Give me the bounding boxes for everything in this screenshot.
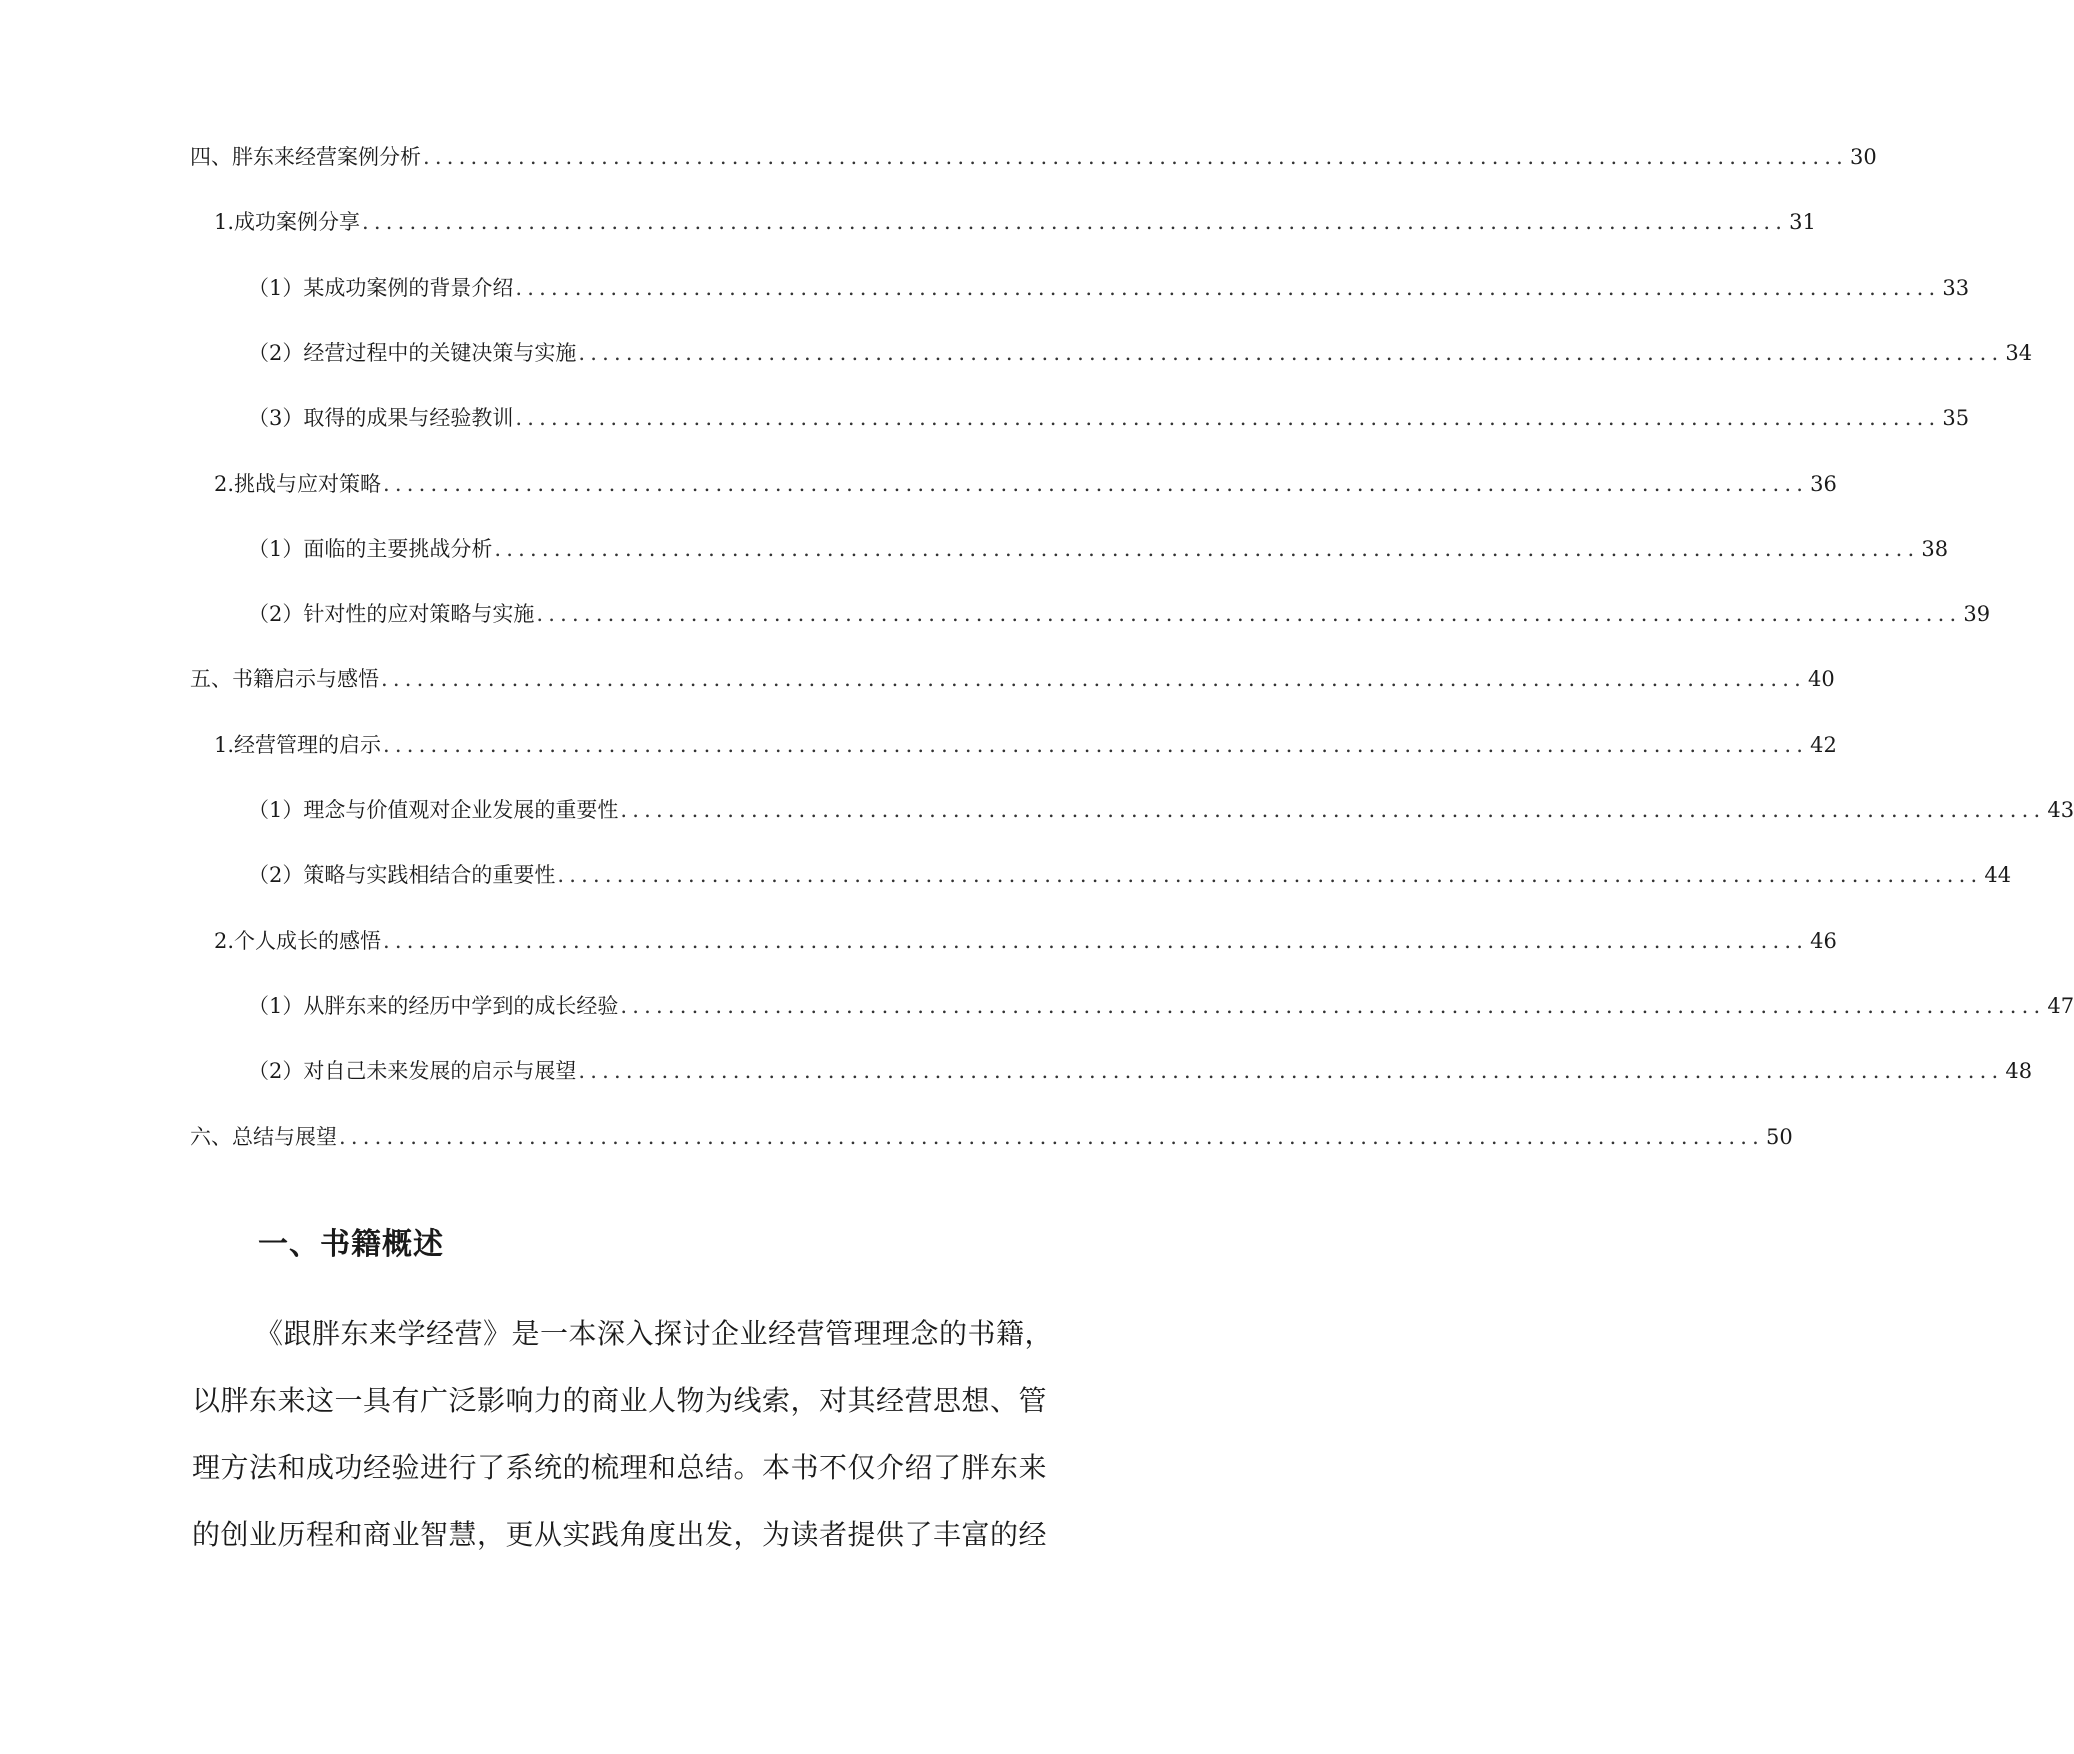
toc-entry-number: 1. (214, 732, 235, 757)
toc-entry-title: 成功案例分享 (234, 210, 361, 235)
toc-entry-number: 2. (214, 471, 235, 496)
toc-entry-page-number: 38 (1921, 536, 1949, 561)
toc-entry-page-number: 42 (1810, 732, 1837, 757)
toc-entry[interactable] (248, 793, 2074, 827)
toc-entry[interactable] (214, 924, 1837, 958)
paragraph-line: 理方法和成功经验进行了系统的梳理和总结。本书不仅介绍了胖东来 (192, 1451, 1048, 1484)
toc-entry[interactable] (248, 401, 1970, 435)
toc-entry-title: 个人成长的感悟 (234, 928, 382, 953)
toc-dot-leader: ........................................................................................................................ (362, 210, 1788, 235)
toc-entry-page-number: 44 (1984, 863, 2012, 888)
toc-entry-page-number: 36 (1810, 471, 1837, 496)
toc-dot-leader: ........................................................................................................................ (557, 863, 1983, 888)
toc-entry-page-number: 46 (1810, 928, 1837, 953)
toc-entry[interactable] (214, 205, 1816, 239)
toc-entry-number: 2. (214, 928, 235, 953)
toc-dot-leader: ........................................................................................................................ (383, 471, 1809, 496)
toc-dot-leader: ........................................................................................................................ (381, 667, 1807, 692)
toc-dot-leader: ........................................................................................................................ (383, 928, 1809, 953)
toc-dot-leader: ........................................................................................................................ (515, 406, 1941, 431)
toc-entry-title: （2）经营过程中的关键决策与实施 (248, 340, 577, 365)
toc-entry-number: 1. (214, 210, 235, 235)
toc-entry[interactable] (190, 140, 1877, 174)
section-body-paragraph (192, 1300, 1068, 1568)
toc-entry[interactable] (248, 1054, 2033, 1088)
toc-entry[interactable] (248, 271, 1970, 305)
toc-dot-leader: ........................................................................................................................ (423, 145, 1849, 169)
toc-dot-leader: ........................................................................................................................ (536, 602, 1962, 627)
toc-entry[interactable] (248, 597, 1991, 631)
toc-entry[interactable] (248, 336, 2033, 370)
section-heading: 一、书籍概述 (258, 1227, 444, 1262)
toc-entry-title: （1）理念与价值观对企业发展的重要性 (248, 798, 619, 822)
toc-entry-title: 挑战与应对策略 (234, 471, 382, 496)
toc-entry-title: （1）从胖东来的经历中学到的成长经验 (248, 993, 619, 1018)
toc-entry-page-number: 31 (1789, 210, 1816, 235)
toc-entry-page-number: 34 (2005, 340, 2033, 365)
toc-dot-leader: ........................................................................................................................ (515, 275, 1941, 300)
toc-entry[interactable] (190, 662, 1835, 696)
toc-entry-page-number: 33 (1942, 275, 1970, 300)
toc-entry-title: （2）策略与实践相结合的重要性 (248, 863, 556, 888)
paragraph-line: 《跟胖东来学经营》是一本深入探讨企业经营管理理念的书籍， (255, 1317, 1054, 1350)
toc-entry-page-number: 30 (1850, 145, 1877, 169)
toc-entry-page-number: 48 (2005, 1059, 2033, 1084)
toc-entry-title: （1）某成功案例的背景介绍 (248, 275, 514, 300)
toc-dot-leader: ........................................................................................................................ (578, 1059, 2004, 1084)
toc-entry-title: 六、总结与展望 (190, 1124, 337, 1149)
toc-entry-page-number: 50 (1766, 1124, 1793, 1149)
toc-dot-leader: ........................................................................................................................ (620, 993, 2046, 1018)
toc-entry-title: 五、书籍启示与感悟 (190, 667, 379, 692)
toc-entry[interactable] (248, 532, 1949, 566)
toc-dot-leader: ........................................................................................................................ (578, 340, 2004, 365)
toc-dot-leader: ........................................................................................................................ (494, 536, 1920, 561)
toc-dot-leader: ........................................................................................................................ (339, 1124, 1765, 1149)
toc-entry[interactable] (248, 858, 2012, 892)
paragraph-line: 的创业历程和商业智慧，更从实践角度出发，为读者提供了丰富的经 (192, 1518, 1048, 1551)
toc-entry-title: （2）针对性的应对策略与实施 (248, 602, 535, 627)
toc-dot-leader: ........................................................................................................................ (383, 732, 1809, 757)
toc-entry-title: 经营管理的启示 (234, 732, 382, 757)
toc-entry-title: （3）取得的成果与经验教训 (248, 406, 514, 431)
paragraph-line: 以胖东来这一具有广泛影响力的商业人物为线索，对其经营思想、管 (192, 1384, 1048, 1417)
toc-entry-page-number: 43 (2047, 798, 2074, 822)
toc-entry-title: （2）对自己未来发展的启示与展望 (248, 1059, 577, 1084)
toc-entry-page-number: 39 (1963, 602, 1991, 627)
toc-entry[interactable] (248, 989, 2074, 1023)
toc-entry[interactable] (190, 1120, 1793, 1154)
toc-entry-page-number: 35 (1942, 406, 1970, 431)
toc-entry-page-number: 40 (1808, 667, 1835, 692)
toc-entry-title: （1）面临的主要挑战分析 (248, 536, 493, 561)
toc-entry-page-number: 47 (2047, 993, 2074, 1018)
toc-entry-title: 四、胖东来经营案例分析 (190, 145, 421, 169)
toc-entry[interactable] (214, 467, 1837, 501)
toc-entry[interactable] (214, 728, 1837, 762)
toc-dot-leader: ........................................................................................................................ (620, 798, 2046, 822)
